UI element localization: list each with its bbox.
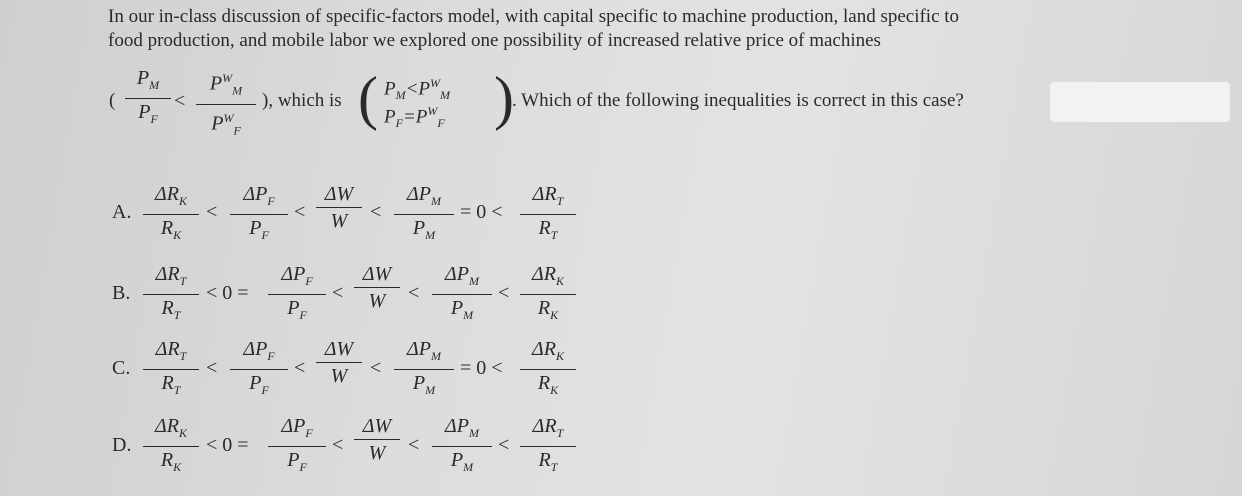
open-paren: ( <box>109 90 116 111</box>
option-a-op-2: < <box>294 201 306 223</box>
option-d-letter: D. <box>112 434 132 456</box>
option-d-op-4: < <box>498 434 510 456</box>
option-c-letter: C. <box>112 357 131 379</box>
option-d-term-3: ΔW W <box>354 414 400 465</box>
option-b-op-1: < 0 = <box>206 282 249 304</box>
option-a-term-3: ΔW W <box>316 182 362 233</box>
redaction-box <box>1050 82 1230 122</box>
option-d-op-2: < <box>332 434 344 456</box>
option-c-term-2: $\Delta P_F$ $P_F$ <box>230 337 288 402</box>
condition-bottom: $P_F=P^W_F$ <box>384 104 445 131</box>
option-c-op-1: < <box>206 357 218 379</box>
option-a-term-2: $\Delta P_F$ $P_F$ <box>230 182 288 247</box>
option-b-letter: B. <box>112 282 131 304</box>
option-b-term-4: $\Delta P_M$ $P_M$ <box>432 262 492 327</box>
question-tail: . Which of the following inequalities is correct in this case? <box>512 90 964 111</box>
option-d-term-1: $\Delta R_K$ $R_K$ <box>143 414 199 479</box>
option-b-op-3: < <box>408 282 420 304</box>
option-c-op-3: < <box>370 357 382 379</box>
option-a-op-1: < <box>206 201 218 223</box>
option-b-op-2: < <box>332 282 344 304</box>
right-big-paren: ) <box>494 65 514 131</box>
option-a-term-4: $\Delta P_M$ $P_M$ <box>394 182 454 247</box>
option-d-op-1: < 0 = <box>206 434 249 456</box>
ratio-world: $P^W_M$ $P^W_F$ <box>196 66 256 142</box>
option-d-op-3: < <box>408 434 420 456</box>
option-b-term-3: ΔW W <box>354 262 400 313</box>
option-b-term-2: $\Delta P_F$ $P_F$ <box>268 262 326 327</box>
left-big-paren: ( <box>358 65 378 131</box>
ratio-domestic: $P_M$ $P_F$ <box>125 66 171 131</box>
option-b-term-5: $\Delta R_K$ $R_K$ <box>520 262 576 327</box>
option-a-op-3: < <box>370 201 382 223</box>
which-is-text: ), which is <box>262 90 342 111</box>
question-line-1: In our in-class discussion of specific-factors model, with capital specific to machine production, land specific to <box>108 6 960 27</box>
option-b-term-1: $\Delta R_T$ $R_T$ <box>143 262 199 327</box>
option-c-op-4: = 0 < <box>460 357 503 379</box>
condition-top: $P_M<P^W_M$ <box>384 76 451 103</box>
option-a-term-1: $\Delta R_K$ $R_K$ <box>143 182 199 247</box>
option-c-term-1: $\Delta R_T$ $R_T$ <box>143 337 199 402</box>
option-a-op-4: = 0 < <box>460 201 503 223</box>
option-d-term-2: $\Delta P_F$ $P_F$ <box>268 414 326 479</box>
option-c-op-2: < <box>294 357 306 379</box>
option-c-term-4: $\Delta P_M$ $P_M$ <box>394 337 454 402</box>
option-a-letter: A. <box>112 201 132 223</box>
option-d-term-4: $\Delta P_M$ $P_M$ <box>432 414 492 479</box>
less-than-sign: < <box>174 90 186 112</box>
option-c-term-3: ΔW W <box>316 337 362 388</box>
option-c-term-5: $\Delta R_K$ $R_K$ <box>520 337 576 402</box>
question-line-2: food production, and mobile labor we explored one possibility of increased relative price of machines <box>108 30 881 51</box>
option-b-op-4: < <box>498 282 510 304</box>
option-d-term-5: $\Delta R_T$ $R_T$ <box>520 414 576 479</box>
option-a-term-5: $\Delta R_T$ $R_T$ <box>520 182 576 247</box>
